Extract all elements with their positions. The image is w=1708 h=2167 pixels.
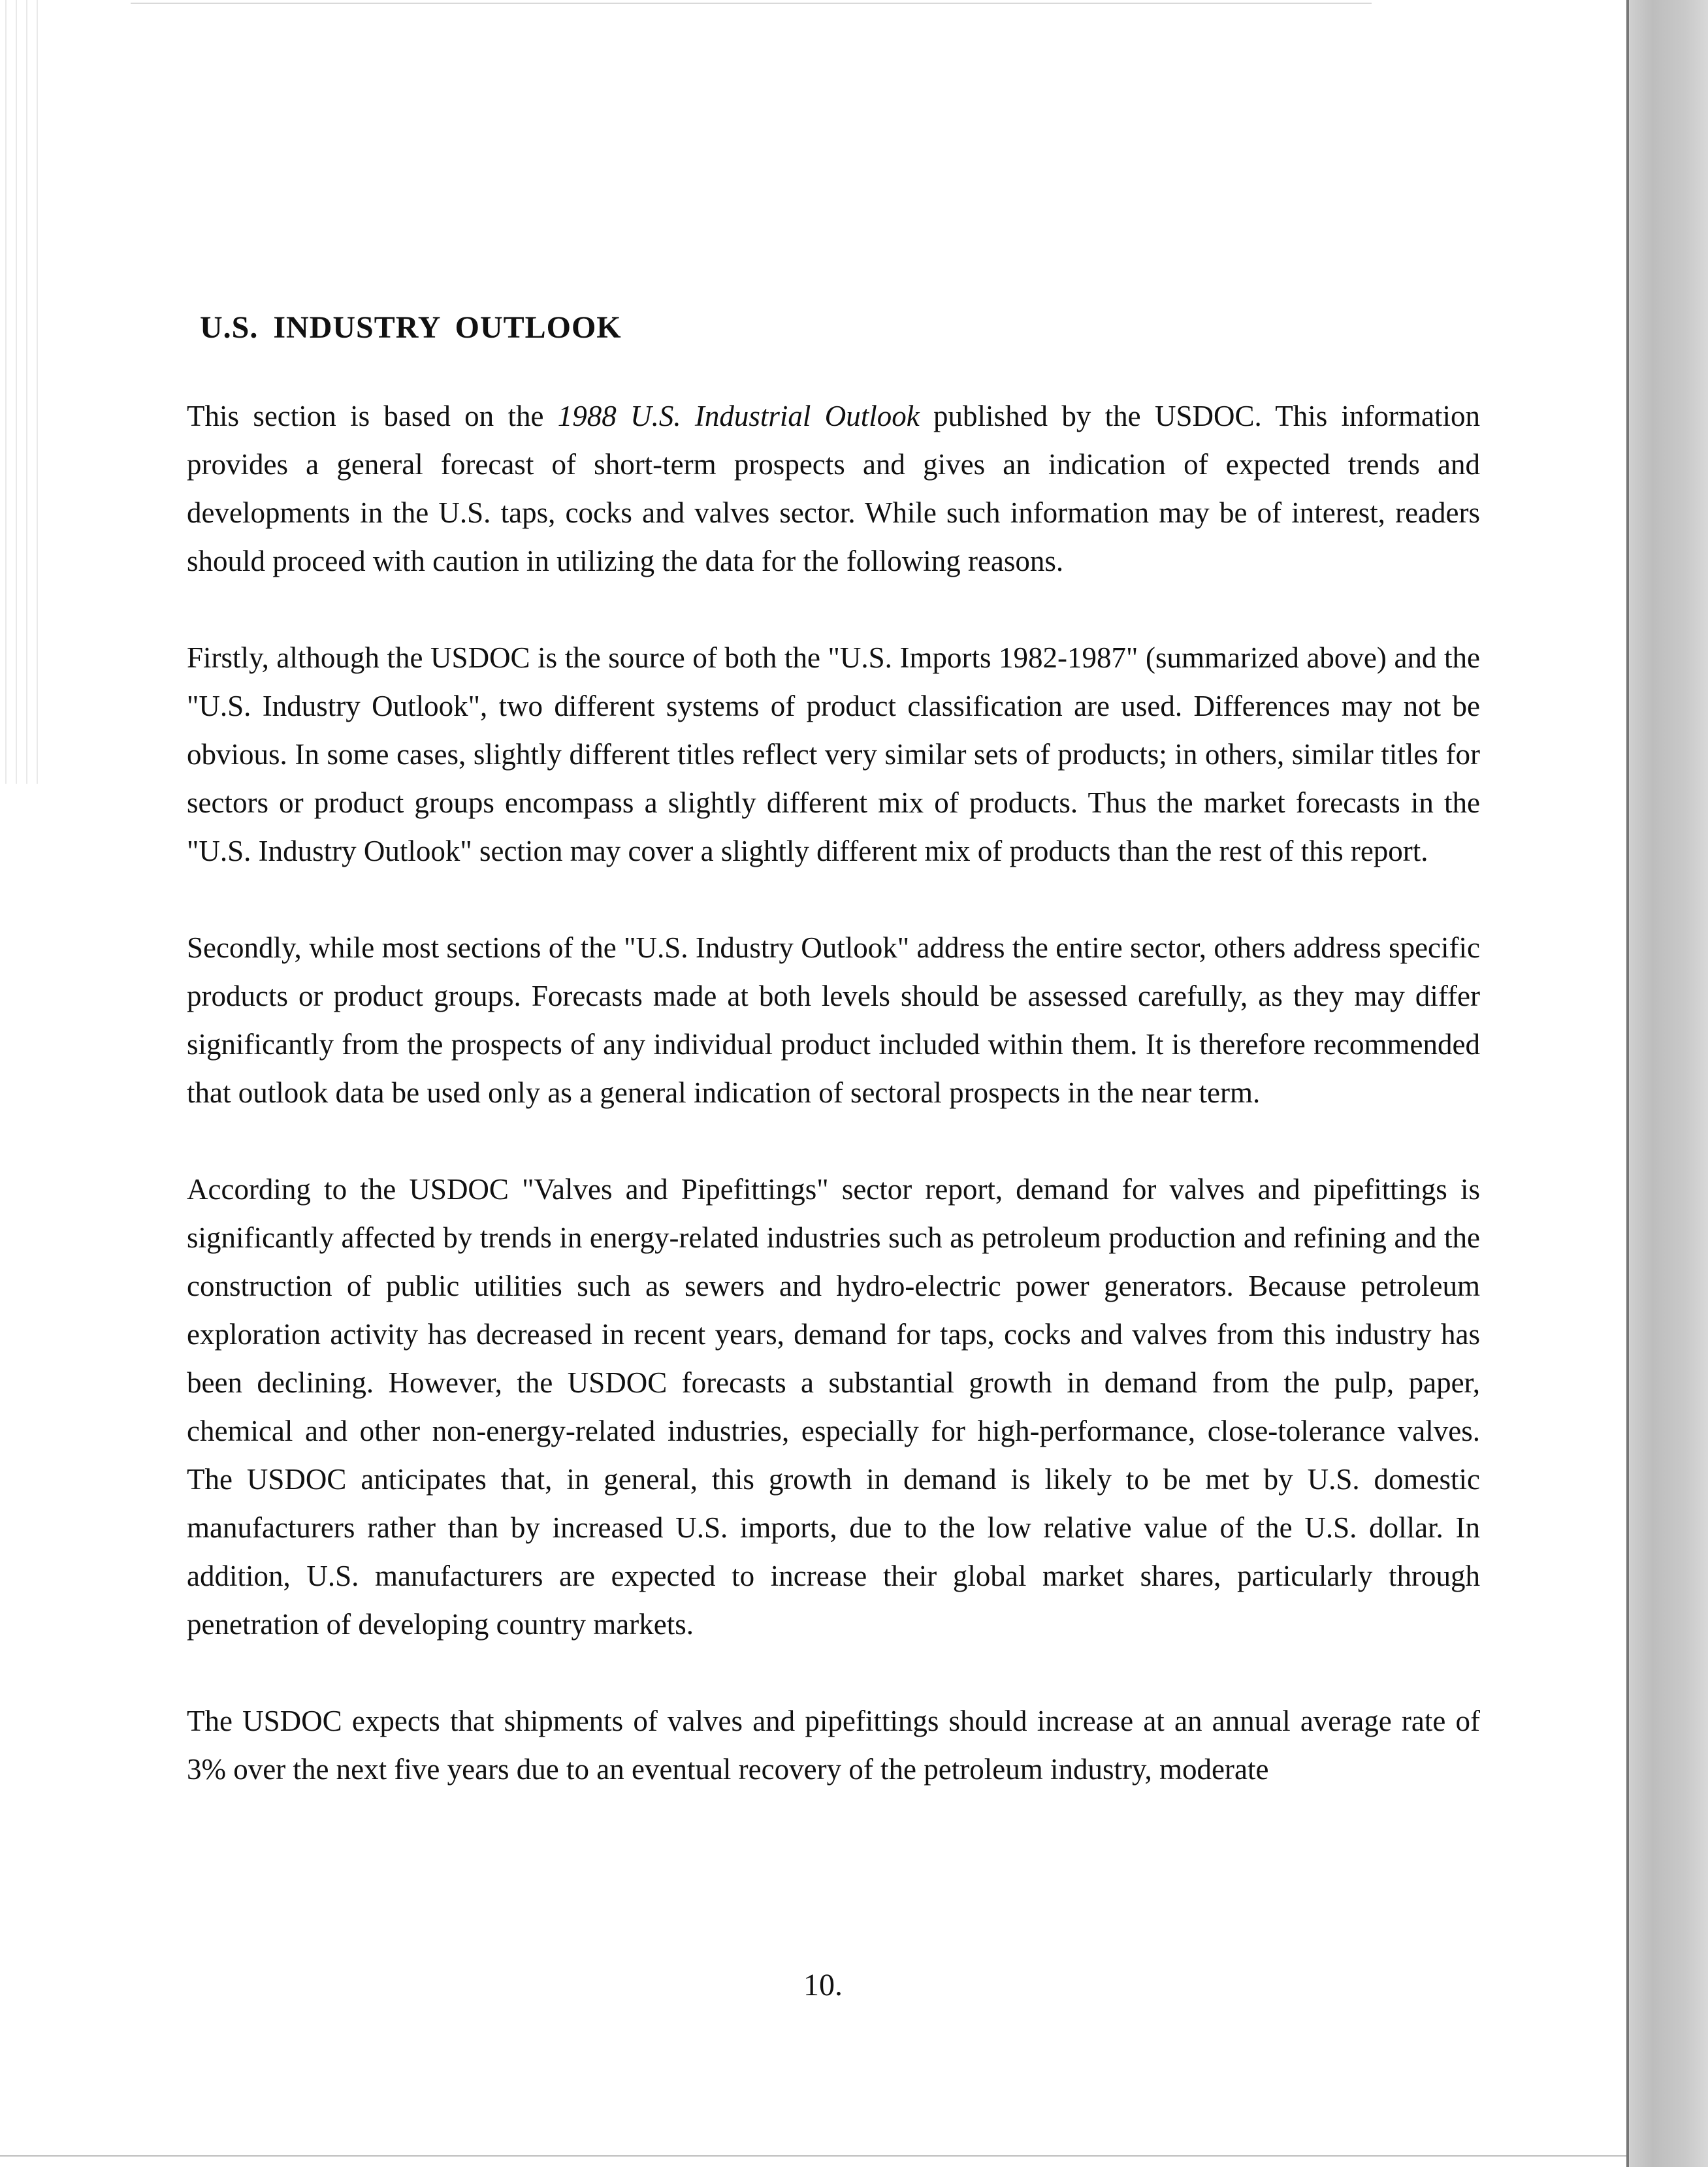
paragraph-intro: [187, 392, 1480, 585]
document-body: [187, 307, 1480, 1842]
scan-edge-artifact-left: [0, 0, 46, 784]
paragraph-intro-rest: published by the USDOC. This information provides a general forecast of short-term prospects and gives an indication of expected trends and developments in the U.S. taps, cocks and valves sector. While such information may be of interest, readers should proceed with caution in utilizing the data for the following reasons.: [187, 400, 1480, 577]
page-number: 10.: [803, 1968, 843, 2002]
paragraph-secondly: Secondly, while most sections of the "U.S. Industry Outlook" address the entire sector, others address specific products or product groups. Forecasts made at both levels should be assessed carefully, as they may differ significantly from the prospects of any individual product included within them. It is therefore recommended that outlook data be used only as a general indication of sectoral prospects in the near term.: [187, 931, 1480, 1109]
section-heading: U.S. INDUSTRY OUTLOOK: [200, 310, 622, 345]
paragraph-shipments-forecast: The USDOC expects that shipments of valves and pipefittings should increase at an annual average rate of 3% over the next five years due to an eventual recovery of the petroleum industry, moderate: [187, 1705, 1480, 1786]
paragraph-firstly: Firstly, although the USDOC is the source of both the "U.S. Imports 1982-1987" (summarized above) and the "U.S. Industry Outlook", two different systems of product classification are used. Differences may not be obvious. In some cases, slightly different titles reflect very similar sets of products; in others, similar titles for sectors or product groups encompass a slightly different mix of products. Thus the market forecasts in the "U.S. Industry Outlook" section may cover a slightly different mix of products than the rest of this report.: [187, 641, 1480, 867]
paragraph-intro-lead: This section is based on the: [187, 400, 558, 432]
scan-edge-artifact-top: [131, 3, 1372, 4]
scan-edge-artifact-right: [1626, 0, 1708, 2167]
scan-edge-artifact-bottom: [0, 2155, 1626, 2157]
publication-title: 1988 U.S. Industrial Outlook: [557, 400, 920, 432]
paragraph-valves-demand: According to the USDOC "Valves and Pipefittings" sector report, demand for valves and pipefittings is significantly affected by trends in energy-related industries such as petroleum production and refining and the construction of public utilities such as sewers and hydro-electric power generators. Because petroleum exploration activity has decreased in recent years, demand for taps, cocks and valves from this industry has been declining. However, the USDOC forecasts a substantial growth in demand from the pulp, paper, chemical and other non-energy-related industries, especially for high-performance, close-tolerance valves. The USDOC anticipates that, in general, this growth in demand is likely to be met by U.S. domestic manufacturers rather than by increased U.S. imports, due to the low relative value of the U.S. dollar. In addition, U.S. manufacturers are expected to increase their global market shares, particularly through penetration of developing country markets.: [187, 1173, 1480, 1641]
